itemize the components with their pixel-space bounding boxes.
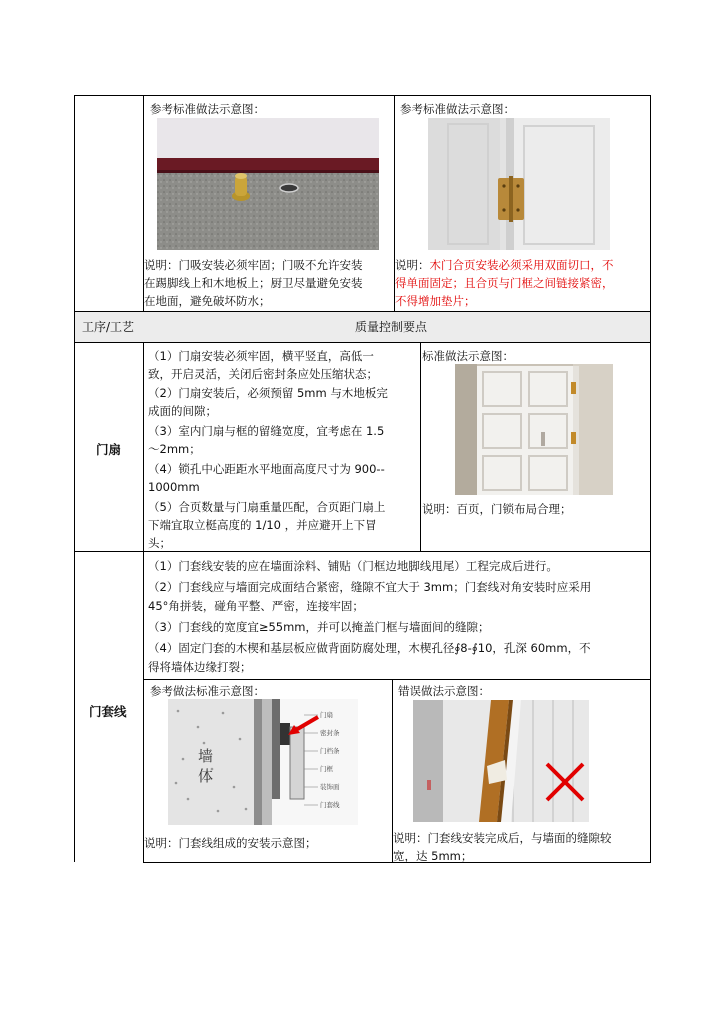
door-casing-right-ref-label: 错误做法示意图：	[398, 684, 490, 698]
door-hinge-photo	[428, 118, 610, 250]
door-casing-point-4a: （4）固定门套的木楔和基层板应做背面防腐处理，木楔孔径∮8-∮10，孔深 60mm，不	[148, 641, 591, 655]
door-casing-left-note: 说明：门套线组成的安装示意图；	[144, 836, 317, 850]
top-right-note-red-3: 不得增加垫片；	[395, 294, 476, 308]
header-quality-label: 质量控制要点	[355, 320, 428, 334]
door-leaf-point-4a: （4）锁孔中心距距水平地面高度尺寸为 900--	[148, 462, 385, 476]
door-leaf-point-5c: 头；	[148, 536, 171, 550]
door-casing-right-note-1: 说明：门套线安装完成后，与墙面的缝隙较	[393, 831, 612, 845]
door-leaf-ref-label: 标准做法示意图：	[422, 349, 514, 363]
door-leaf-point-4b: 1000mm	[148, 480, 200, 494]
door-leaf-point-1a: （1）门扇安装必须牢固，横平竖直，高低一	[148, 349, 374, 363]
door-casing-point-4b: 得将墙体边缘打裂；	[148, 660, 252, 674]
door-leaf-point-5a: （5）合页数量与门扇重量匹配，合页距门扇上	[148, 500, 386, 514]
door-stopper-photo	[157, 118, 379, 250]
diagram-label-6: 门套线	[320, 801, 340, 809]
header-process-label: 工序/工艺	[82, 320, 135, 334]
top-right-note-red-1: 木门合页安装必须采用双面切口，不	[429, 258, 614, 272]
top-left-note-line-2: 在踢脚线上和木地板上；厨卫尽量避免安装	[144, 276, 363, 290]
door-leaf-point-3b: ～2mm；	[148, 442, 201, 456]
door-casing-point-2a: （2）门套线应与墙面完成面结合紧密，缝隙不宜大于 3mm；门套线对角安装时应采用	[148, 580, 592, 594]
door-leaf-point-3a: （3）室内门扇与框的留缝宽度，宜考虑在 1.5	[148, 424, 385, 438]
diagram-label-5: 装饰面	[320, 783, 340, 791]
door-casing-right-note-2: 宽，达 5mm；	[393, 849, 473, 863]
door-leaf-title: 门扇	[96, 442, 122, 457]
door-casing-title: 门套线	[89, 704, 127, 719]
top-right-ref-label: 参考标准做法示意图：	[400, 102, 515, 116]
diagram-label-4: 门框	[320, 765, 333, 773]
top-right-note-red-2: 得单面固定；且合页与门框之间链接紧密，	[395, 276, 614, 290]
door-leaf-photo	[455, 364, 613, 495]
top-left-note-line-1: 说明：门吸安装必须牢固；门吸不允许安装	[144, 258, 363, 272]
door-leaf-point-5b: 下端宜取立梃高度的 1/10 ，并应避开上下冒	[148, 518, 377, 532]
top-right-note-line-1	[395, 256, 614, 274]
diagram-label-3: 门档条	[320, 747, 340, 755]
diagram-label-2: 密封条	[320, 729, 340, 737]
door-casing-point-3: （3）门套线的宽度宜≥55mm，并可以掩盖门框与墙面间的缝隙；	[148, 620, 490, 634]
door-casing-point-2b: 45°角拼装，碰角平整、严密，连接牢固；	[148, 599, 364, 613]
top-left-ref-label: 参考标准做法示意图：	[150, 102, 265, 116]
top-right-note-prefix: 说明：	[395, 258, 430, 272]
door-leaf-point-2b: 成面的间隙；	[148, 404, 217, 418]
diagram-wall-text-1: 墙	[198, 747, 214, 765]
door-casing-diagram	[168, 699, 358, 825]
wrong-casing-photo	[413, 700, 589, 822]
door-casing-left-ref-label: 参考做法标准示意图：	[150, 684, 265, 698]
diagram-label-1: 门扇	[320, 711, 333, 719]
door-leaf-note: 说明：百页，门锁布局合理；	[422, 502, 572, 516]
door-casing-point-1: （1）门套线安装的应在墙面涂料、铺贴（门框边地脚线甩尾）工程完成后进行。	[148, 559, 558, 573]
diagram-wall-text-2: 体	[198, 767, 214, 785]
top-left-note-line-3: 在地面，避免破坏防水；	[144, 294, 271, 308]
door-leaf-point-2a: （2）门扇安装后，必须预留 5mm 与木地板完	[148, 386, 388, 400]
door-leaf-point-1b: 致，开启灵活，关闭后密封条应处压缩状态；	[148, 367, 378, 381]
